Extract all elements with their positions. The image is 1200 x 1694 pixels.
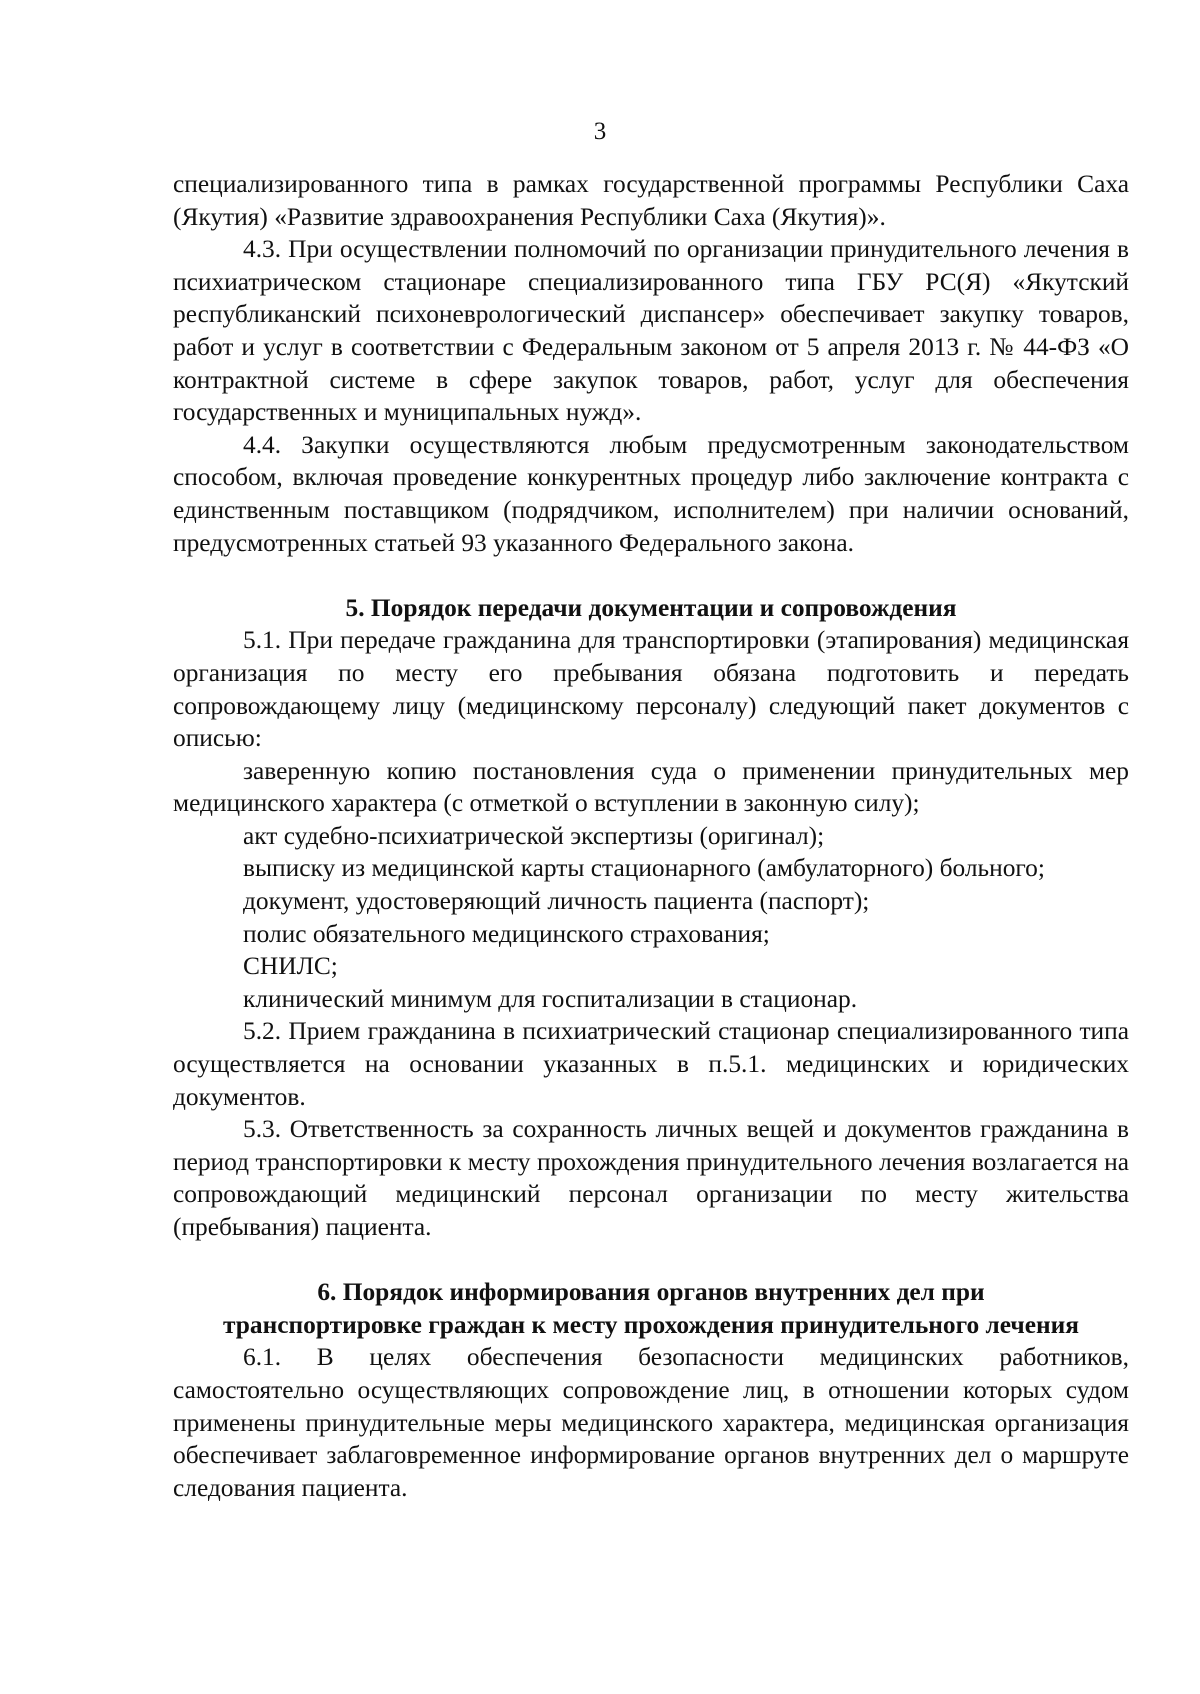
paragraph: 4.3. При осуществлении полномочий по организации принудительного лечения в психиатрическом стационаре специализированного типа ГБУ РС(Я) «Якутский республиканский психоневрологический диспансер» обеспечивает закупку товаров, работ и услуг в соответствии с Федеральным законом от 5 апреля 2013 г. № 44-ФЗ «О контрактной системе в сфере закупок товаров, работ, услуг для обеспечения государственных и муниципальных нужд». xyxy=(173,235,1129,427)
paragraph: 5.2. Прием гражданина в психиатрический стационар специализированного типа осуществляется на основании указанных в п.5.1. медицинских и юридических документов. xyxy=(173,1017,1129,1111)
paragraph: документ, удостоверяющий личность пациента (паспорт); xyxy=(243,887,870,916)
page-number: 3 xyxy=(593,118,607,145)
section-heading-line: 5. Порядок передачи документации и сопровождения xyxy=(345,593,957,622)
paragraph: СНИЛС; xyxy=(243,952,338,981)
paragraph: 4.4. Закупки осуществляются любым предусмотренным законодательством способом, включая проведение конкурентных процедур либо заключение контракта с единственным поставщиком (подрядчиком, исполнителем) при наличии оснований, предусмотренных статьей 93 указанного Федерального закона. xyxy=(173,430,1129,557)
paragraph: 6.1. В целях обеспечения безопасности медицинских работников, самостоятельно осуществляющих сопровождение лиц, в отношении которых судом применены принудительные меры медицинского характера, медицинская организация обеспечивает заблаговременное информирование органов внутренних дел о маршруте следования пациента. xyxy=(173,1343,1129,1502)
section-heading xyxy=(173,592,1129,625)
section-gap xyxy=(173,1244,1129,1277)
paragraph: клинический минимум для госпитализации в стационар. xyxy=(243,984,858,1013)
section-heading-line: транспортировке граждан к месту прохождения принудительного лечения xyxy=(223,1310,1079,1339)
paragraph: выписку из медицинской карты стационарного (амбулаторного) больного; xyxy=(243,854,1045,883)
paragraph: акт судебно-психиатрической экспертизы (оригинал); xyxy=(243,821,825,850)
paragraph: 5.1. При передаче гражданина для транспортировки (этапирования) медицинская организация по месту его пребывания обязана подготовить и передать сопровождающему лицу (медицинскому персоналу) следующий пакет документов с описью: xyxy=(173,626,1129,753)
paragraph: заверенную копию постановления суда о применении принудительных мер медицинского характера (с отметкой о вступлении в законную силу); xyxy=(173,756,1129,818)
document-body xyxy=(173,168,1129,1504)
section-heading-line: 6. Порядок информирования органов внутренних дел при xyxy=(317,1278,985,1307)
section-heading xyxy=(173,1276,1129,1341)
section-gap xyxy=(173,559,1129,592)
paragraph: полис обязательного медицинского страхования; xyxy=(243,919,770,948)
paragraph: 5.3. Ответственность за сохранность личных вещей и документов гражданина в период транспортировки к месту прохождения принудительного лечения возлагается на сопровождающий медицинский персонал организации по месту жительства (пребывания) пациента. xyxy=(173,1115,1129,1241)
paragraph: специализированного типа в рамках государственной программы Республики Саха (Якутия) «Развитие здравоохранения Республики Саха (Якутия)». xyxy=(173,170,1129,231)
